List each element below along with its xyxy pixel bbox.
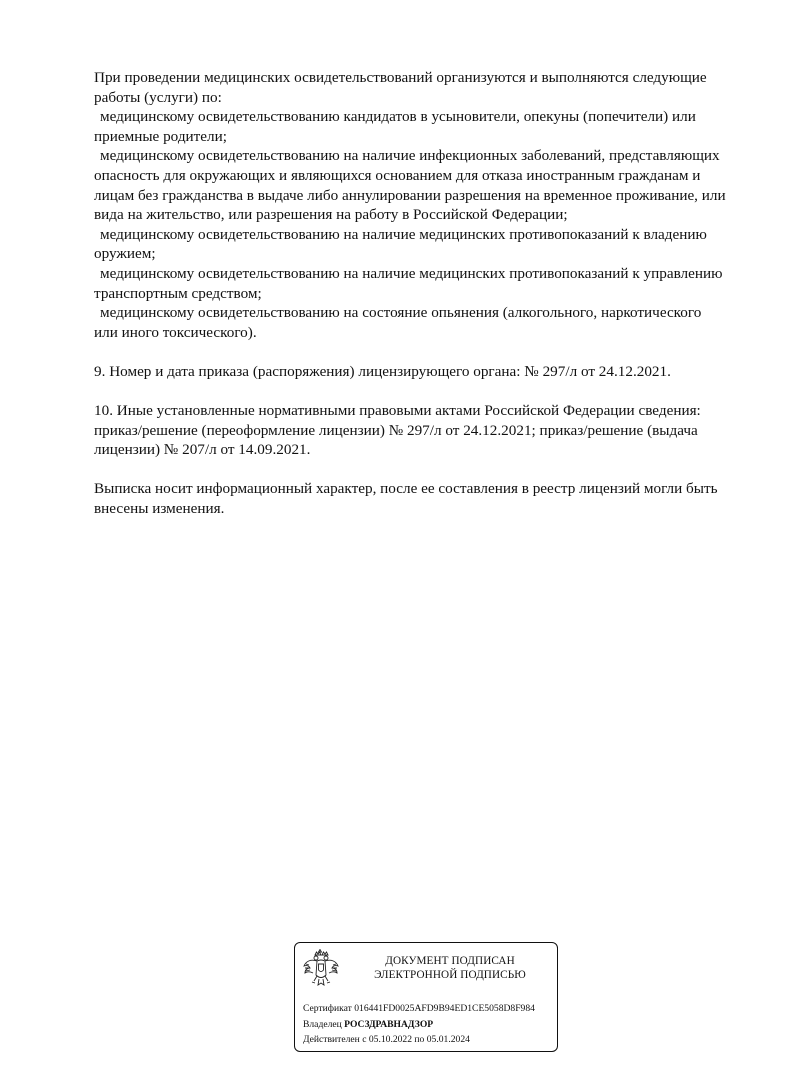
paragraph-gap <box>94 382 764 402</box>
validity-row: Действителен с 05.10.2022 по 05.01.2024 <box>303 1034 470 1045</box>
certificate-row <box>303 1001 553 1017</box>
owner-label: Владелец <box>303 1018 342 1030</box>
works-intro <box>94 68 764 107</box>
stamp-title-line: ЭЛЕКТРОННОЙ ПОДПИСЬЮ <box>374 969 526 981</box>
work-item-line: медицинскому освидетельствованию на наличие медицинских противопоказаний к управлению <box>100 264 723 282</box>
owner-value: РОСЗДРАВНАДЗОР <box>344 1018 434 1030</box>
work-item <box>94 303 764 342</box>
work-item-line: приемные родители; <box>94 127 227 145</box>
works-list <box>94 107 764 342</box>
stamp-title <box>345 954 555 982</box>
work-item <box>94 146 764 224</box>
note-line: внесены изменения. <box>94 500 225 518</box>
document-body <box>94 68 764 519</box>
work-item <box>94 264 764 303</box>
work-item-line: медицинскому освидетельствованию на состояние опьянения (алкогольного, наркотического <box>100 304 702 322</box>
work-item-line: вида на жительство, или разрешения на работу в Российской Федерации; <box>94 206 568 224</box>
electronic-signature-stamp <box>294 942 558 1052</box>
work-item-line: лицам без гражданства в выдаче либо аннулировании разрешения на временное проживание, или <box>94 186 726 204</box>
work-item-line: транспортным средством; <box>94 284 262 302</box>
work-item-line: медицинскому освидетельствованию кандидатов в усыновители, опекуны (попечители) или <box>100 108 696 126</box>
item-10 <box>94 401 764 460</box>
coat-of-arms-icon <box>302 949 340 991</box>
informational-note <box>94 479 764 518</box>
work-item-line: медицинскому освидетельствованию на наличие медицинских противопоказаний к владению <box>100 225 707 243</box>
item-10-line: 10. Иные установленные нормативными правовыми актами Российской Федерации сведения: <box>94 402 701 420</box>
works-intro-line: работы (услуги) по: <box>94 88 222 106</box>
item-10-line: приказ/решение (переоформление лицензии) № 297/л от 24.12.2021; приказ/решение (выдача <box>94 421 698 439</box>
work-item <box>94 107 764 146</box>
work-item-line: или иного токсического). <box>94 323 257 341</box>
work-item-line: оружием; <box>94 245 156 263</box>
stamp-title-line: ДОКУМЕНТ ПОДПИСАН <box>385 955 515 967</box>
item-9: 9. Номер и дата приказа (распоряжения) лицензирующего органа: № 297/л от 24.12.2021. <box>94 362 671 380</box>
work-item <box>94 225 764 264</box>
stamp-details <box>303 1001 553 1048</box>
work-item-line: опасность для окружающих и являющихся основанием для отказа иностранным гражданам и <box>94 166 701 184</box>
owner-row <box>303 1017 553 1033</box>
note-line: Выписка носит информационный характер, после ее составления в реестр лицензий могли быть <box>94 480 718 498</box>
certificate-value: 016441FD0025AFD9B94ED1CE5058D8F984 <box>354 1003 535 1014</box>
works-intro-line: При проведении медицинских освидетельствований организуются и выполняются следующие <box>94 69 707 86</box>
paragraph-gap <box>94 342 764 362</box>
item-10-line: лицензии) № 207/л от 14.09.2021. <box>94 441 311 459</box>
work-item-line: медицинскому освидетельствованию на наличие инфекционных заболеваний, представляющих <box>100 147 720 165</box>
certificate-label: Сертификат <box>303 1003 352 1014</box>
paragraph-gap <box>94 460 764 480</box>
